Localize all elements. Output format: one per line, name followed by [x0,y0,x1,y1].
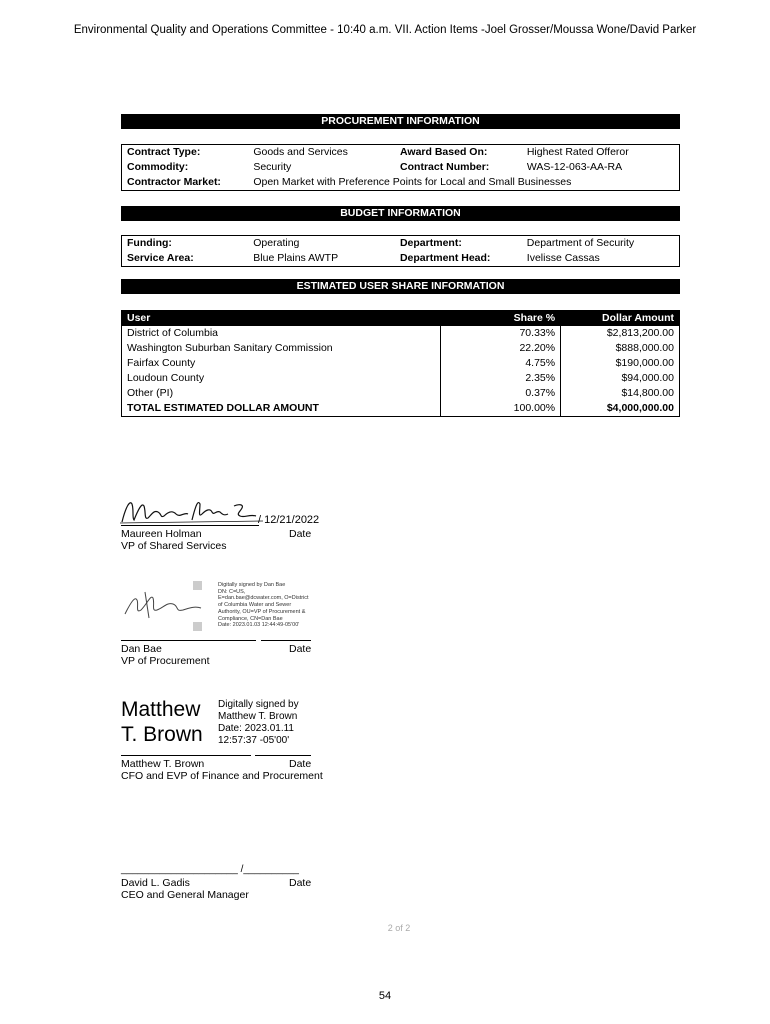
share-section-title: ESTIMATED USER SHARE INFORMATION [121,279,680,294]
table-row [122,145,680,161]
gadis-name: David L. Gadis [121,877,190,889]
procurement-table [121,144,680,191]
page-header: Environmental Quality and Operations Committee - 10:40 a.m. VII. Action Items -Joel Grosser/Moussa Wone/David Parker [73,24,697,36]
holman-signature-line [121,525,259,526]
procurement-section-title: PROCUREMENT INFORMATION [121,114,680,129]
gadis-title: CEO and General Manager [121,889,249,901]
contractor-market-label: Contractor Market: [127,176,221,188]
bae-signature-line [121,640,256,641]
brown-date-line [255,755,311,756]
page-of-indicator: 2 of 2 [387,923,411,933]
brown-signature-name-line1: Matthew [121,698,201,721]
contract-number-value: WAS-12-063-AA-RA [526,161,623,173]
dollar-cell: $94,000.00 [561,371,680,386]
total-label: TOTAL ESTIMATED DOLLAR AMOUNT [127,402,319,414]
holman-title: VP of Shared Services [121,540,227,552]
service-area-value: Blue Plains AWTP [253,252,339,264]
bae-date-label: Date [289,643,312,655]
user-cell: Other (PI) [127,387,174,399]
user-cell: Washington Suburban Sanitary Commission [127,342,333,354]
total-share: 100.00% [441,401,561,417]
bae-title: VP of Procurement [121,655,210,667]
award-based-value: Highest Rated Offeror [526,146,629,158]
total-row [122,401,680,417]
budget-section-title: BUDGET INFORMATION [121,206,680,221]
brown-digital-signature-text: Digitally signed by Matthew T. Brown Date: 2023.01.11 12:57:37 -05'00' [218,699,299,746]
holman-date-value: / 12/21/2022 [258,514,320,526]
share-cell: 2.35% [441,371,561,386]
table-row [122,160,680,175]
contract-type-label: Contract Type: [127,146,201,158]
user-cell: Fairfax County [127,357,196,369]
share-cell: 4.75% [441,356,561,371]
bae-digital-signature-text: Digitally signed by Dan Bae DN: C=US, E=dan.bae@dcwater.com, O=District of Columbia Water and Sewer Authority, OU=VP of Procurement & Compliance, CN=Dan Bae Date: 2023.01.03 12:44:49-05'00' [218,582,309,629]
user-cell: District of Columbia [127,327,219,339]
department-value: Department of Security [526,237,635,249]
brown-name: Matthew T. Brown [121,758,205,770]
bae-date-line [261,640,311,641]
share-table [121,310,680,417]
table-row [122,326,680,341]
award-based-label: Award Based On: [400,146,488,158]
commodity-label: Commodity: [127,161,189,173]
page-number: 54 [378,990,392,1002]
brown-title: CFO and EVP of Finance and Procurement [121,770,323,782]
gadis-signature-line: _____________________ /__________ [121,864,299,875]
table-row [122,175,680,191]
funding-label: Funding: [127,237,172,249]
brown-date-label: Date [289,758,312,770]
table-row [122,251,680,267]
brown-signature-line [121,755,251,756]
column-header-user: User [122,311,441,327]
bae-name: Dan Bae [121,643,162,655]
share-cell: 0.37% [441,386,561,401]
share-cell: 22.20% [441,341,561,356]
contract-number-label: Contract Number: [400,161,490,173]
dollar-cell: $14,800.00 [561,386,680,401]
funding-value: Operating [253,237,300,249]
department-label: Department: [399,237,462,249]
dollar-cell: $888,000.00 [561,341,680,356]
table-row [122,236,680,252]
contractor-market-value: Open Market with Preference Points for Local and Small Businesses [253,176,572,188]
holman-name: Maureen Holman [121,528,202,540]
gadis-date-label: Date [289,877,312,889]
department-head-label: Department Head: [399,252,491,264]
total-dollar: $4,000,000.00 [561,401,680,417]
holman-handwritten-signature [118,496,263,528]
share-cell: 70.33% [441,326,561,341]
column-header-share: Share % [441,311,561,327]
contract-type-value: Goods and Services [253,146,348,158]
holman-date-label: Date [289,528,312,540]
dollar-cell: $2,813,200.00 [561,326,680,341]
column-header-dollar: Dollar Amount [561,311,680,327]
table-header-row [122,311,680,327]
brown-signature-name-line2: T. Brown [121,723,203,746]
table-row [122,356,680,371]
budget-table [121,235,680,267]
table-row [122,371,680,386]
dollar-cell: $190,000.00 [561,356,680,371]
commodity-value: Security [253,161,292,173]
table-row [122,386,680,401]
bae-handwritten-signature [121,588,206,624]
service-area-label: Service Area: [127,252,194,264]
user-cell: Loudoun County [127,372,205,384]
department-head-value: Ivelisse Cassas [526,252,600,264]
table-row [122,341,680,356]
